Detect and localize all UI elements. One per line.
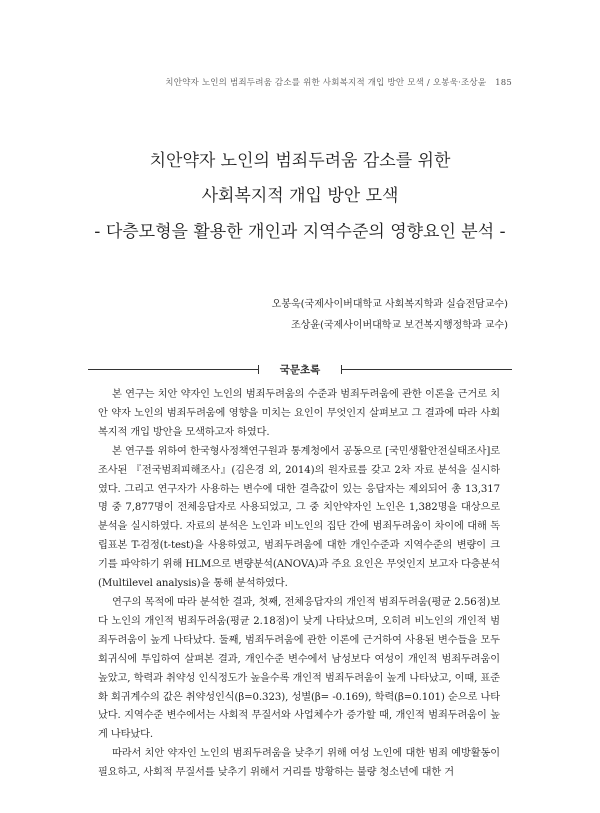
heading-rule-left [88, 369, 258, 370]
abstract-paragraph-2: 본 연구를 위하여 한국형사정책연구원과 통계청에서 공동으로 [국민생활안전실태조사]로 조사된 『전국범죄피해조사』(김은경 외, 2014)의 원자료를 갖고 2차 자료 분석을 실시하였다. 그리고 연구자가 사용하는 변수에 대한 결측값이 있는 응답자는 제외되어 총 13,317명 중 7,877명이 전체응답자로 사용되었고, 그 중 치안약자인 노인은 1,382명을 대상으로 분석을 실시하였다. 자료의 분석은 노인과 비노인의 집단 간에 범죄두려움이 차이에 대해 독립표본 T-검정(t-test)을 사용하였고, 범죄두려움에 대한 개인수준과 지역수준의 변량이 크기를 파악하기 위해 HLM으로 변량분석(ANOVA)과 주요 요인은 무엇인지 보고자 다층분석(Multilevel analysis)을 통해 분석하였다. [98, 445, 500, 590]
author-1: 오봉욱(국제사이버대학교 사회복지학과 실습전담교수) [271, 299, 508, 310]
subtitle: - 다층모형을 활용한 개인과 지역수준의 영향요인 분석 - [94, 222, 506, 242]
abstract-heading-bar [88, 360, 512, 378]
abstract-body [98, 386, 500, 783]
running-header [88, 76, 512, 88]
page-number: 185 [495, 78, 512, 88]
abstract-paragraph-3: 연구의 목적에 따라 분석한 결과, 첫째, 전체응답자의 개인적 범죄두려움(평균 2.56점)보다 노인의 개인적 범죄두려움(평균 2.18점)이 낮게 나타났으며, 오히려 비노인의 개인적 범죄두려움이 높게 나타났다. 둘째, 범죄두려움에 관한 이론에 근거하여 사용된 변수들을 모두 회귀식에 투입하여 살펴본 결과, 개인수준 변수에서 남성보다 여성이 개인적 범죄두려움이 높았고, 학력과 취약성 인식정도가 높을수록 개인적 범죄두려움이 높게 나타났고, 이때, 표준화 회귀계수의 값은 취약성인식(β=0.323), 성별(β= -0.169), 학력(β=0.101) 순으로 나타났다. 지역수준 변수에서는 사회적 무질서와 사업체수가 증가할 때, 개인적 범죄두려움이 높게 나타났다. [98, 596, 500, 741]
heading-tick-left [258, 365, 259, 374]
abstract-heading: 국문초록 [279, 364, 321, 376]
author-block [272, 294, 508, 336]
title-line-1: 치안약자 노인의 범죄두려움 감소를 위한 [149, 151, 451, 171]
abstract-paragraph-4: 따라서 치안 약자인 노인의 범죄두려움을 낮추기 위해 여성 노인에 대한 범죄 예방활동이 필요하고, 사회적 무질서를 낮추기 위해서 거리를 방황하는 불량 청소년에 대한 거 [98, 748, 500, 779]
heading-rule-right [342, 369, 512, 370]
running-title: 치안약자 노인의 범죄두려움 감소를 위한 사회복지적 개입 방안 모색 / 오봉욱·조상윤 [165, 78, 487, 88]
abstract-paragraph-1: 본 연구는 치안 약자인 노인의 범죄두려움의 수준과 범죄두려움에 관한 이론을 근거로 치안 약자 노인의 범죄두려움에 영향을 미치는 요인이 무엇인지 살펴보고 그 결과에 따라 사회복지적 개입 방안을 모색하고자 하였다. [98, 389, 500, 438]
author-2: 조상윤(국제사이버대학교 보건복지행정학과 교수) [290, 320, 508, 331]
title-line-2: 사회복지적 개입 방안 모색 [201, 186, 399, 206]
